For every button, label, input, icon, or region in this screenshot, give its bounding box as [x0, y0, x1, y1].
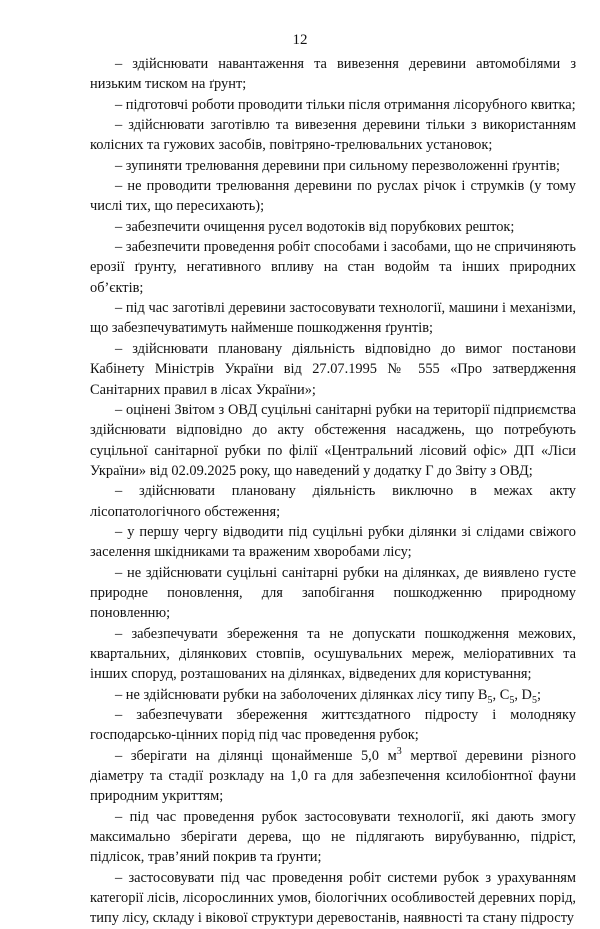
paragraph: – не проводити трелювання деревини по руслах річок і струмків (у тому числі тих, що пересихають);	[90, 178, 576, 215]
wetland-end: ;	[536, 686, 541, 703]
paragraph-deadwood	[90, 746, 576, 807]
paragraph: – здійснювати плановану діяльність відповідно до вимог постанови Кабінету Міністрів України від 27.07.1995 № 555 «Про затвердження Санітарних правил в лісах України»;	[90, 340, 576, 398]
deadwood-text-after: мертвої деревини різного діаметру та стадії розкладу на 1,0 га для забезпечення ксилобіонтної фауни природним укриттям;	[90, 747, 576, 805]
deadwood-text-before: – зберігати на ділянці щонайменше 5,0 м	[115, 747, 397, 764]
wetland-separator: , C	[492, 686, 510, 703]
paragraph: – застосовувати під час проведення робіт системи рубок з урахуванням категорії лісів, лісорослинних умов, біологічних особливостей деревних порід, типу лісу, складу і вікової структури деревостанів, наявності та стану підросту	[90, 869, 576, 927]
wetland-text: – не здійснювати рубки на заболочених ділянках лісу типу B	[115, 686, 488, 703]
cubic-superscript: 3	[396, 745, 402, 757]
paragraph: – у першу чергу відводити під суцільні рубки ділянки зі слідами свіжого заселення шкідниками та враженим хворобами лісу;	[90, 523, 576, 561]
page-number: 12	[292, 32, 308, 48]
paragraph: – забезпечувати збереження життєздатного підросту і молодняку господарсько-цінних порід під час проведення рубок;	[90, 707, 576, 744]
paragraph: – здійснювати заготівлю та вивезення деревини тільки з використанням колісних та гужових засобів, повітряно-трелювальних установок;	[90, 117, 576, 154]
wetland-subscript: 5	[531, 694, 537, 706]
paragraph: – під час заготівлі деревини застосовувати технології, машини і механізми, що забезпечуватимуть найменше пошкодження ґрунтів;	[90, 300, 576, 337]
wetland-subscript: 5	[509, 694, 515, 706]
document-body	[90, 54, 576, 929]
paragraph: – зупиняти трелювання деревини при сильному перезволоженні ґрунтів;	[115, 157, 561, 174]
paragraph: – здійснювати навантаження та вивезення деревини автомобілями з низьким тиском на ґрунт;	[90, 56, 576, 93]
paragraph: – не здійснювати суцільні санітарні рубки на ділянках, де виявлено густе природне поновлення, для запобігання пошкодженню природному поновленню;	[90, 564, 576, 622]
paragraph-wetland	[90, 685, 576, 705]
wetland-subscript: 5	[487, 694, 493, 706]
paragraph: – оцінені Звітом з ОВД суцільні санітарні рубки на території підприємства здійснювати відповідно до акту обстеження насаджень, що потребують суцільної санітарної рубки по філії «Центральний лісовий офіс» ДП «Ліси України» від 02.09.2025 року, що наведений у додатку Г до Звіту з ОВД;	[90, 401, 576, 479]
paragraph: – забезпечити очищення русел водотоків від порубкових решток;	[115, 218, 515, 235]
paragraph: – підготовчі роботи проводити тільки після отримання лісорубного квитка;	[115, 96, 576, 113]
wetland-separator: , D	[514, 686, 532, 703]
paragraph: – здійснювати плановану діяльність виключно в межах акту лісопатологічного обстеження;	[90, 483, 576, 520]
paragraph: – забезпечити проведення робіт способами і засобами, що не спричиняють ерозії ґрунту, негативного впливу на стан водойм та інших природних об’єктів;	[90, 239, 576, 296]
paragraph: – під час проведення рубок застосовувати технології, які дають змогу максимально зберігати дерева, що не підлягають вирубуванню, підріст, підлісок, трав’яний покрив та ґрунти;	[90, 808, 576, 866]
paragraph: – забезпечувати збереження та не допускати пошкодження межових, квартальних, ділянкових стовпів, осушувальних мереж, меліоративних та інших споруд, розташованих на ділянках, відведених для користування;	[90, 625, 576, 683]
